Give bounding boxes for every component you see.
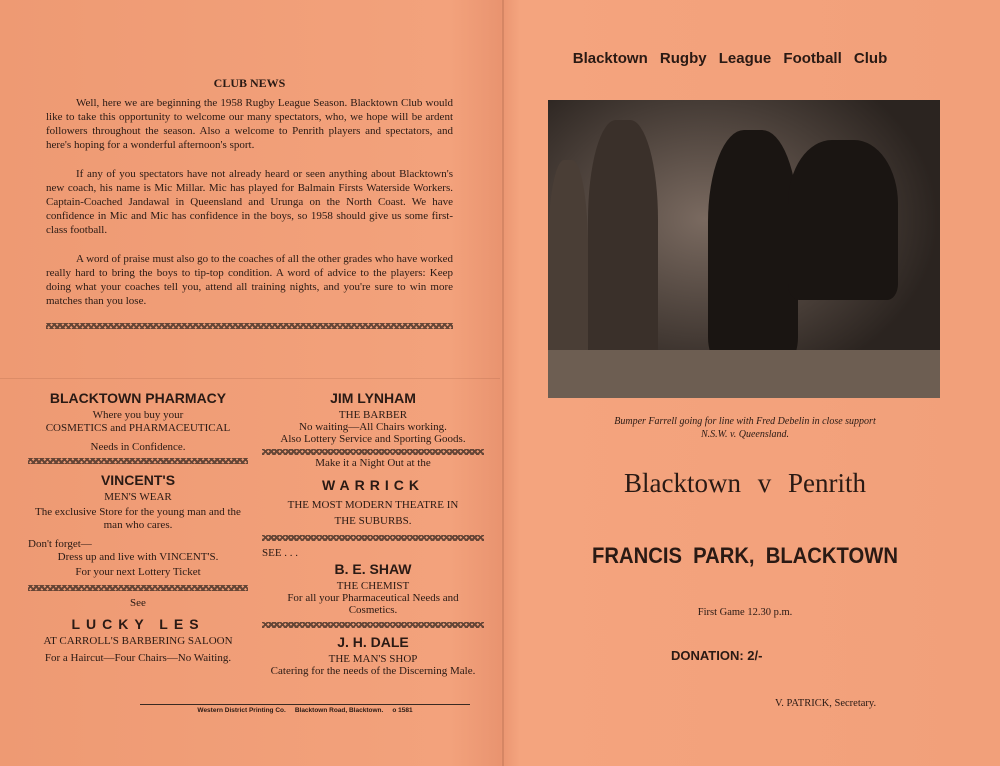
- ad-title: LUCKY LES: [71, 616, 205, 632]
- printer-credit: Western District Printing Co. Blacktown Road, Blacktown. o 1581: [140, 704, 470, 714]
- ad-line: THE CHEMIST: [336, 580, 410, 592]
- ad-line: Where you buy your: [92, 409, 184, 421]
- ad-line: THE SUBURBS.: [334, 515, 412, 527]
- ad-title: JIM LYNHAM: [330, 390, 416, 406]
- ad-line: Don't forget—: [28, 538, 92, 550]
- ad-line: The exclusive Store for the young man and the man who cares.: [35, 506, 241, 531]
- club-news-body: [46, 96, 453, 308]
- caption-line: N.S.W. v. Queensland.: [700, 429, 790, 440]
- club-title: Blacktown Rugby League Football Club: [572, 50, 888, 67]
- decorative-rule: [262, 622, 484, 628]
- ad-title: VINCENT'S: [100, 472, 176, 488]
- decorative-rule: [262, 449, 484, 455]
- club-news: [46, 76, 453, 329]
- ad-line: SEE . . .: [262, 547, 299, 559]
- ad-title: WARRICK: [322, 477, 424, 493]
- news-paragraph: If any of you spectators have not already heard or seen anything about Blacktown's new coach, his name is Mic Millar. Mic has played for Balmain Firsts Waterside Workers. Captain-Coached Jandawal in Queensland and Urunga on the North Coast. We have confidence in Mic and Mic has confidence in the boys, so 1958 should give us some first-class football.: [46, 168, 453, 236]
- ad-line: For all your Pharmaceutical Needs and Cosmetics.: [287, 592, 459, 616]
- ad-line: See: [130, 597, 146, 609]
- ad-line: Dress up and live with VINCENT'S.: [57, 551, 219, 563]
- ad-line: THE MOST MODERN THEATRE IN: [287, 499, 459, 511]
- ads-left-column: [28, 388, 248, 665]
- ads-right-column: [262, 388, 484, 677]
- ad-line: THE BARBER: [338, 409, 408, 421]
- news-paragraph: A word of praise must also go to the coaches of all the other grades who have worked really hard to bring the boys to tip-top condition. A word of advice to the players: Keep doing what your coaches tell you, attend all training nights, and you're sure to win more matches than you lose.: [46, 253, 453, 307]
- ad-line: For your next Lottery Ticket: [75, 566, 201, 578]
- ad-line: Catering for the needs of the Discerning Male.: [270, 665, 476, 677]
- decorative-rule: [28, 585, 248, 591]
- club-news-heading: CLUB NEWS: [213, 76, 286, 90]
- ad-line: Needs in Confidence.: [90, 441, 186, 453]
- venue: FRANCIS PARK, BLACKTOWN: [591, 543, 899, 568]
- ad-title: BLACKTOWN PHARMACY: [49, 390, 227, 406]
- fold-line-horizontal: [0, 378, 500, 379]
- photo-caption: [530, 415, 960, 441]
- ad-line: MEN'S WEAR: [104, 491, 172, 503]
- ad-line: Also Lottery Service and Sporting Goods.: [280, 433, 466, 445]
- ad-line: Make it a Night Out at the: [315, 457, 431, 469]
- ad-line: COSMETICS and PHARMACEUTICAL: [45, 422, 231, 434]
- match-title: Blacktown v Penrith: [624, 468, 866, 498]
- decorative-rule: [46, 323, 453, 329]
- donation-price: DONATION: 2/-: [671, 648, 763, 663]
- decorative-rule: [28, 458, 248, 464]
- secretary: V. PATRICK, Secretary.: [775, 698, 877, 709]
- news-paragraph: Well, here we are beginning the 1958 Rugby League Season. Blacktown Club would like to take this opportunity to welcome our many spectators, who, we hope will be ardent followers throughout the season. Also a welcome to Penrith players and spectators, and here's hoping for a wonderful afternoon's sport.: [46, 97, 453, 151]
- ad-title: B. E. SHAW: [334, 561, 412, 577]
- ad-line: THE MAN'S SHOP: [328, 653, 418, 665]
- ad-line: No waiting—All Chairs working.: [299, 421, 447, 433]
- decorative-rule: [262, 535, 484, 541]
- first-game-time: First Game 12.30 p.m.: [697, 607, 793, 618]
- ad-title: J. H. DALE: [337, 634, 409, 650]
- ad-line: For a Haircut—Four Chairs—No Waiting.: [44, 652, 232, 664]
- ad-line: AT CARROLL'S BARBERING SALOON: [43, 635, 233, 647]
- fold-line: [502, 0, 504, 766]
- caption-line: Bumper Farrell going for line with Fred Debelin in close support: [614, 416, 876, 427]
- match-photo: [548, 100, 940, 398]
